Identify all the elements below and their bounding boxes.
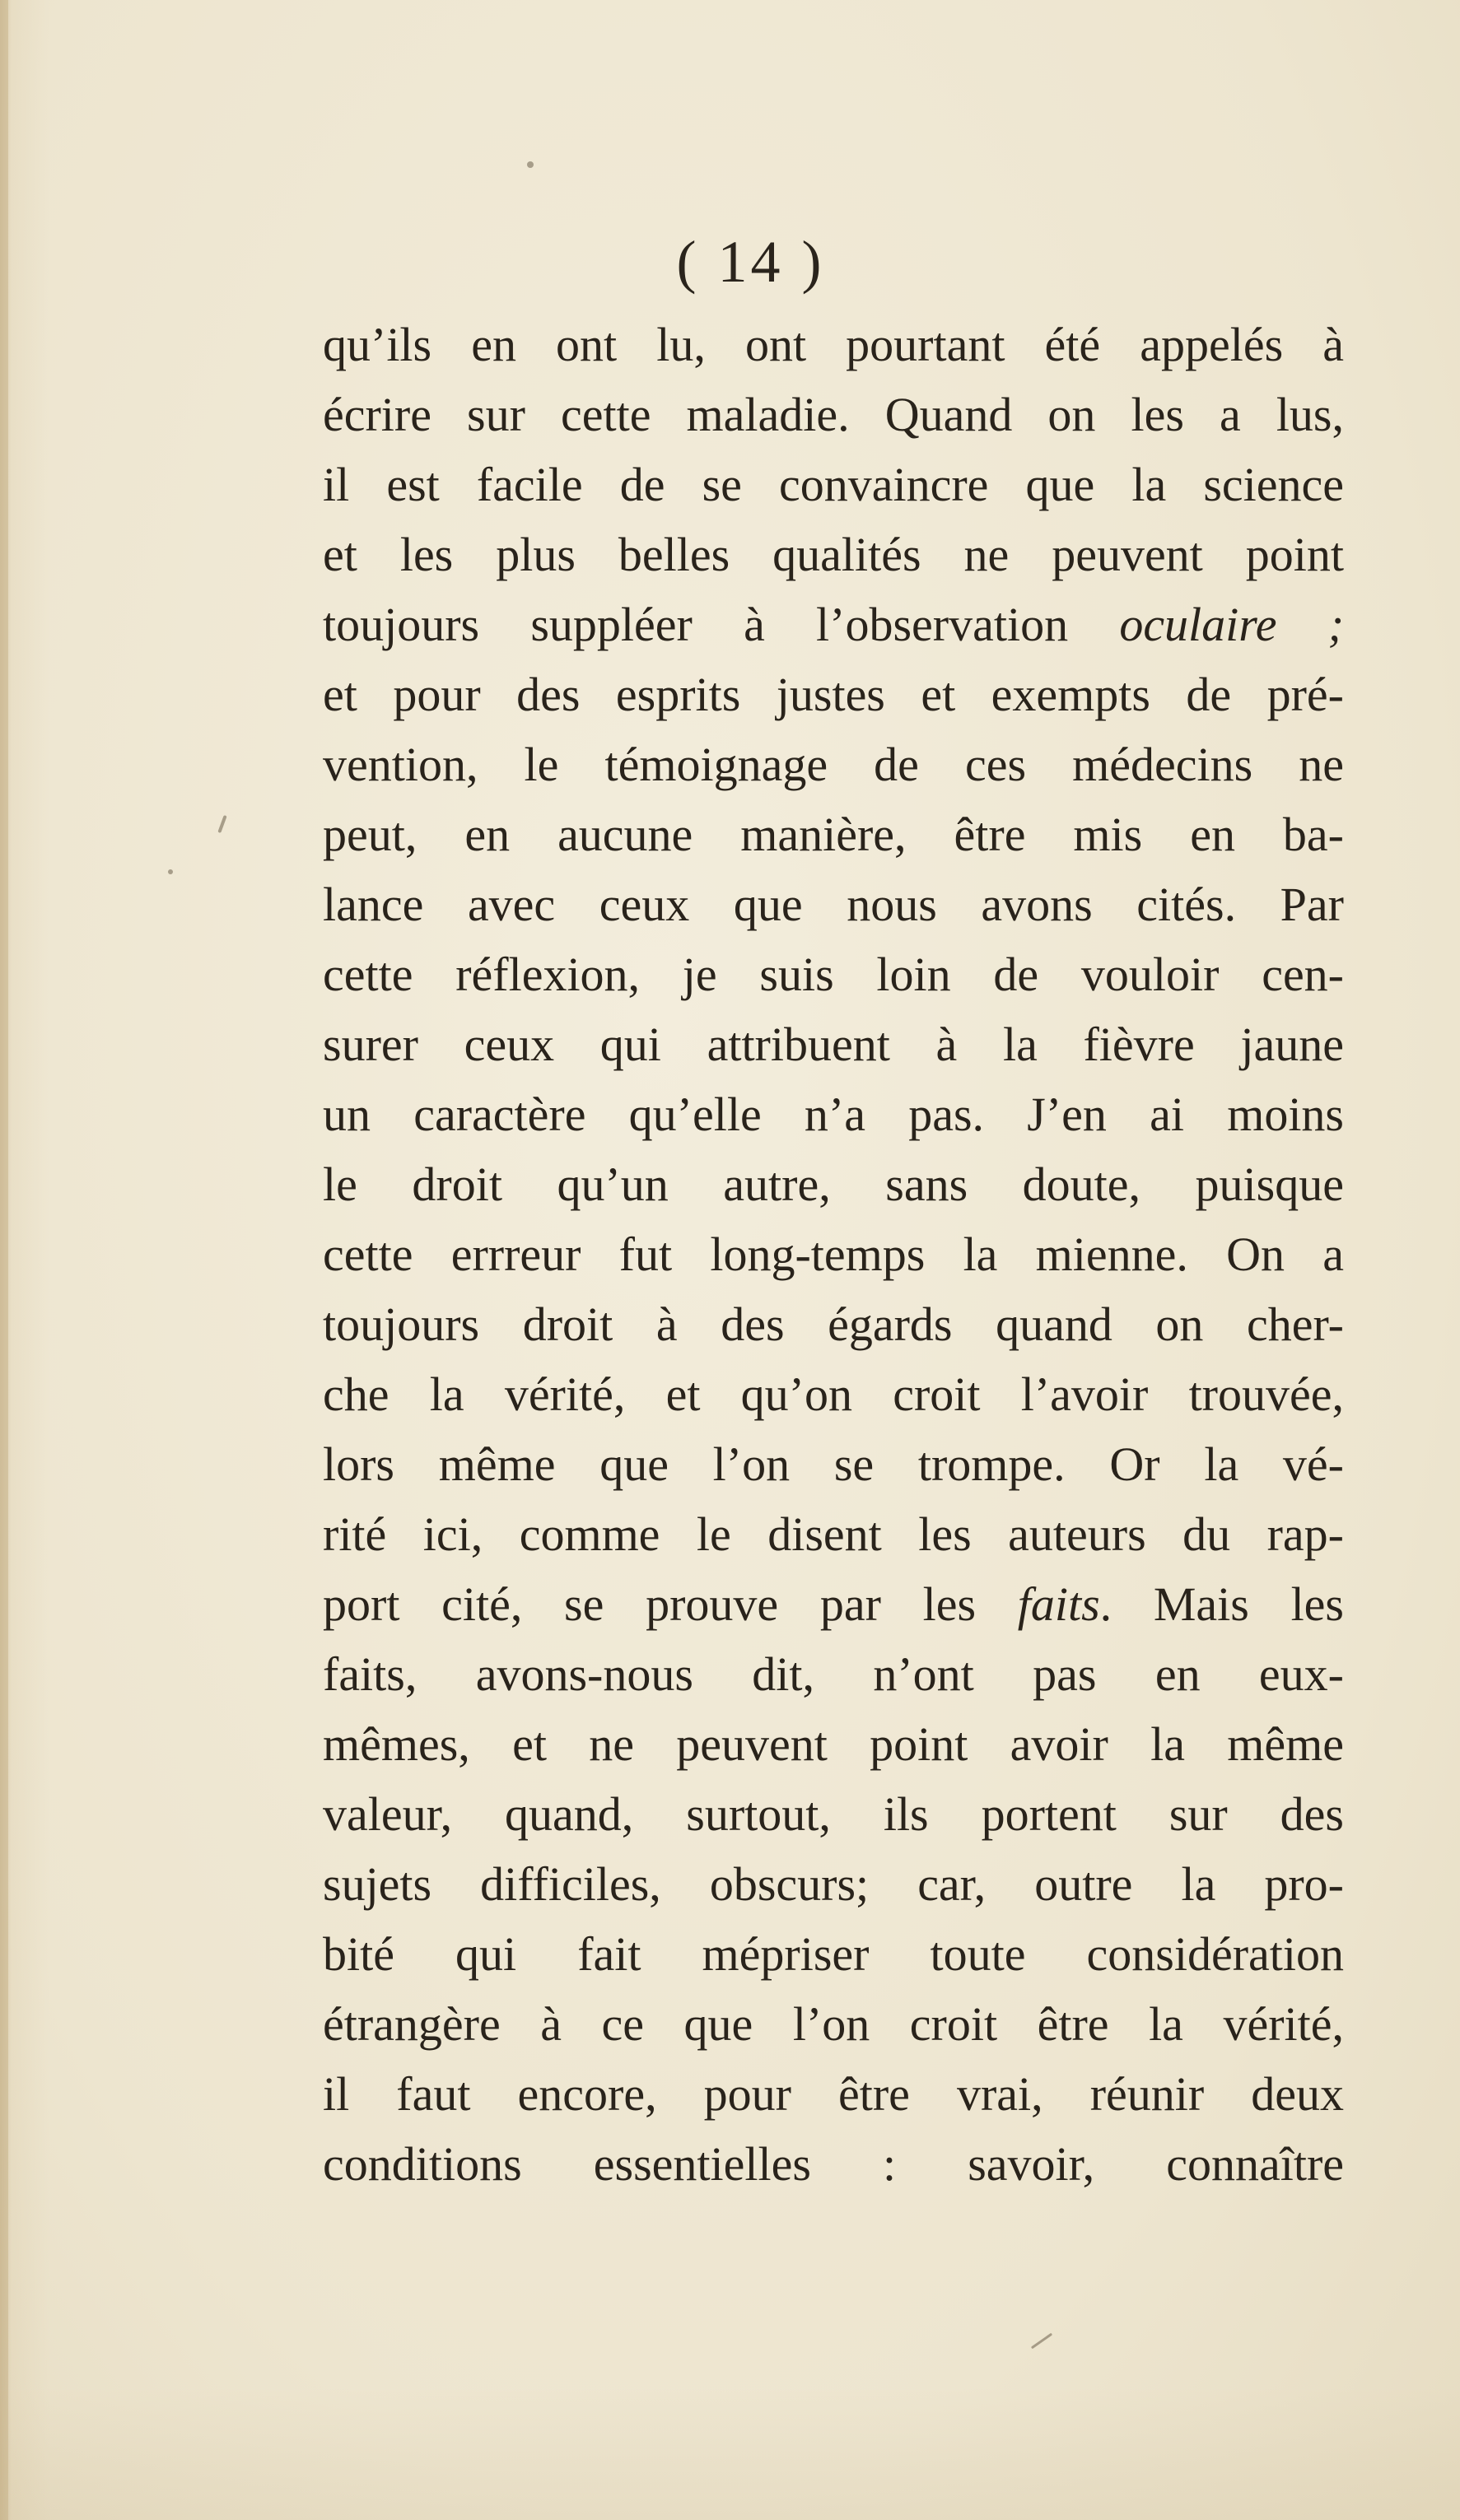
paper-speck xyxy=(217,815,226,833)
text-line: valeur, quand, surtout, ils portent sur des xyxy=(323,1787,1344,1841)
body-text xyxy=(323,310,1344,2199)
text-line: peut, en aucune manière, être mis en ba- xyxy=(323,808,1344,861)
italic-word: faits xyxy=(1017,1577,1100,1631)
text-line: étrangère à ce que l’on croit être la vérité, xyxy=(323,1997,1344,2051)
text-line: vention, le témoignage de ces médecins ne xyxy=(323,738,1344,791)
page-number: ( 14 ) xyxy=(676,229,825,295)
text-segment: port cité, se prouve par les xyxy=(323,1577,1018,1631)
text-line: et pour des esprits justes et exempts de pré- xyxy=(323,668,1344,721)
text-line: qu’ils en ont lu, ont pourtant été appelés à xyxy=(323,318,1344,371)
text-line xyxy=(323,589,1344,659)
text-line: écrire sur cette maladie. Quand on les a lus, xyxy=(323,388,1344,441)
text-line: che la vérité, et qu’on croit l’avoir trouvée, xyxy=(323,1367,1344,1421)
text-line: il faut encore, pour être vrai, réunir deux xyxy=(323,2067,1344,2121)
paper-speck xyxy=(527,161,534,168)
text-line: mêmes, et ne peuvent point avoir la même xyxy=(323,1717,1344,1771)
text-segment: toujours suppléer à l’observation xyxy=(323,598,1120,651)
text-line: lors même que l’on se trompe. Or la vé- xyxy=(323,1437,1344,1491)
text-line: le droit qu’un autre, sans doute, puisque xyxy=(323,1158,1344,1211)
paper-speck xyxy=(168,869,173,874)
text-line: il est facile de se convaincre que la science xyxy=(323,458,1344,511)
text-line: bité qui fait mépriser toute considération xyxy=(323,1927,1344,1981)
text-segment: . Mais les xyxy=(1099,1577,1344,1631)
text-line: sujets difficiles, obscurs; car, outre la pro- xyxy=(323,1857,1344,1911)
text-line: cette errreur fut long-temps la mienne. On a xyxy=(323,1227,1344,1281)
text-line: toujours droit à des égards quand on cher- xyxy=(323,1297,1344,1351)
text-line xyxy=(323,1569,1344,1639)
text-line: conditions essentielles : savoir, connaître xyxy=(323,2137,1344,2191)
italic-word: oculaire ; xyxy=(1119,598,1344,651)
text-line: un caractère qu’elle n’a pas. J’en ai moins xyxy=(323,1088,1344,1141)
text-line: rité ici, comme le disent les auteurs du rap- xyxy=(323,1507,1344,1561)
text-line: surer ceux qui attribuent à la fièvre jaune xyxy=(323,1018,1344,1071)
text-line: faits, avons-nous dit, n’ont pas en eux- xyxy=(323,1647,1344,1701)
text-line: cette réflexion, je suis loin de vouloir cen- xyxy=(323,948,1344,1001)
text-line: et les plus belles qualités ne peuvent point xyxy=(323,528,1344,581)
page-gutter-shadow xyxy=(0,0,8,2520)
text-line: lance avec ceux que nous avons cités. Par xyxy=(323,878,1344,931)
paper-speck xyxy=(1031,2333,1052,2350)
